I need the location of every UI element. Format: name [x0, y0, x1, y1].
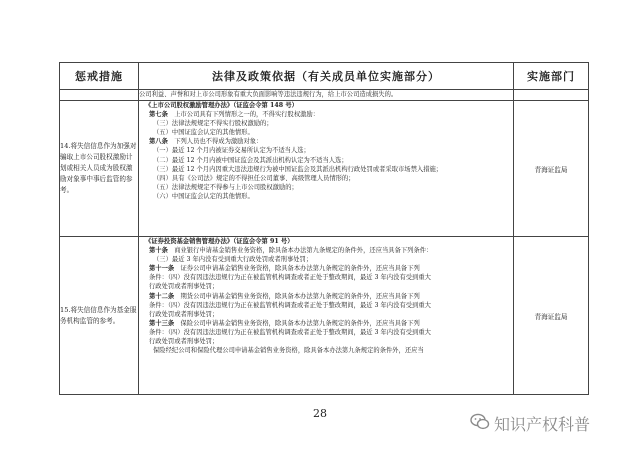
- article-number: 第十三条: [149, 319, 175, 327]
- legal-text: 保险公司申请基金销售业务资格，除具备本办法第九条规定的条件外，还应当具备下列: [174, 319, 420, 327]
- legal-text-line: [139, 128, 513, 137]
- continuation-row: [60, 90, 589, 101]
- article-number: 第八条: [149, 138, 168, 146]
- legal-text-line: [139, 183, 513, 192]
- article-number: 第十二条: [149, 292, 175, 300]
- wechat-icon: [470, 413, 490, 435]
- legal-text-line: [139, 337, 513, 346]
- legal-text-line: [139, 119, 513, 128]
- continuation-empty-cell: [60, 90, 139, 101]
- article-number: 第七条: [149, 111, 168, 119]
- header-measure: 惩戒措施: [60, 63, 139, 90]
- legal-text-line: [139, 273, 513, 282]
- legal-text-line: [139, 101, 513, 110]
- legal-text: 上市公司具有下列情形之一的，不得实行股权激励：: [167, 111, 320, 119]
- legal-text: （六）中国证监会认定的其他情形。: [153, 192, 254, 200]
- legal-text-line: [139, 192, 513, 201]
- legal-text-line: [139, 174, 513, 183]
- measure-cell: 15.将失信信息作为基金服务机构监管的参考。: [60, 237, 139, 395]
- legal-text-line: [139, 246, 513, 255]
- legal-text: （二）最近 12 个月内被中国证监会及其派出机构认定为不适当人选；: [153, 156, 348, 164]
- penalty-table: [59, 62, 589, 395]
- article-number: 第十一条: [149, 265, 175, 273]
- legal-text-line: [139, 301, 513, 310]
- legal-text: 条件：（四）没有因违法违规行为正在被监管机构调查或者正处于整改期间，最近 3 年内没有受到重大: [149, 328, 431, 336]
- table-header-row: [60, 63, 589, 90]
- watermark: [470, 412, 590, 435]
- legal-text-line: [139, 282, 513, 291]
- legal-text: 行政处罚或者刑事处罚；: [149, 338, 219, 346]
- legal-text: 商业银行申请基金销售业务资格，除具备本办法第九条规定的条件外，还应当具备下列条件：: [167, 247, 433, 255]
- legal-text-line: [139, 255, 513, 264]
- legal-text: 期货公司申请基金销售业务资格，除具备本办法第九条规定的条件外，还应当具备下列: [174, 292, 420, 300]
- legal-text: （五）法律法规规定不得参与上市公司股权激励的；: [153, 183, 298, 191]
- legal-basis-cell: [139, 101, 514, 237]
- legal-text: （四）具有《公司法》规定的不得担任公司董事、高级管理人员情形的；: [153, 174, 355, 182]
- legal-text-line: [139, 346, 513, 355]
- table-row: [60, 101, 589, 237]
- legal-text: 保险经纪公司和保险代理公司申请基金销售业务资格，除具备本办法第九条规定的条件外，还应当: [153, 347, 424, 355]
- measure-cell: 14.将失信信息作为加强对骗取上市公司股权激励计划或相关人员成为股权激励对象事中事后监管的参考。: [60, 101, 139, 237]
- table-row: [60, 237, 589, 395]
- legal-text: 行政处罚或者刑事处罚；: [149, 283, 219, 291]
- legal-text: 条件：（四）没有因违法违规行为正在被监管机构调查或者正处于整改期间，最近 3 年内没有受到重大: [149, 301, 431, 309]
- legal-text-line: [139, 310, 513, 319]
- legal-text: （三）最近 12 个月内因重大违法违规行为被中国证监会及其派出机构行政处罚或者采取市场禁入措施；: [153, 165, 443, 173]
- legal-text-line: [139, 137, 513, 146]
- header-legal-basis: 法律及政策依据（有关成员单位实施部分）: [139, 63, 514, 90]
- legal-text: 行政处罚或者刑事处罚；: [149, 310, 219, 318]
- header-department: 实施部门: [514, 63, 589, 90]
- legal-text: （三）最近 3 年内没有受到重大行政处罚或者刑事处罚；: [153, 256, 313, 264]
- department-cell: 青海证监局: [514, 237, 589, 395]
- legal-text-line: [139, 328, 513, 337]
- legal-text: （三）法律法规规定不得实行股权激励的；: [153, 120, 273, 128]
- watermark-text: 知识产权科普: [494, 415, 591, 434]
- page-number: 28: [313, 407, 327, 420]
- department-cell: 青海证监局: [514, 101, 589, 237]
- legal-text-line: [139, 156, 513, 165]
- legal-text-line: [139, 146, 513, 155]
- legal-text: （五）中国证监会认定的其他情形。: [153, 129, 254, 137]
- article-number: 第十条: [149, 247, 168, 255]
- legal-text: 《证券投资基金销售管理办法》（证监会令第 91 号）: [145, 238, 294, 245]
- legal-text: 证券公司申请基金销售业务资格，除具备本办法第九条规定的条件外，还应当具备下列: [174, 265, 420, 273]
- legal-text-line: [139, 110, 513, 119]
- legal-text-line: [139, 292, 513, 301]
- legal-text-line: [139, 165, 513, 174]
- legal-text: 《上市公司股权激励管理办法》（证监会令第 148 号）: [145, 102, 298, 109]
- continuation-text: 公司利益、声誉和对上市公司形象有重大负面影响等违法违规行为，给上市公司造成损失的。: [139, 90, 514, 101]
- continuation-empty-cell: [514, 90, 589, 101]
- legal-text-line: [139, 237, 513, 246]
- legal-text-line: [139, 264, 513, 273]
- legal-text: 下列人员也不得成为激励对象：: [167, 138, 263, 146]
- legal-text-line: [139, 319, 513, 328]
- legal-text: （一）最近 12 个月内被证券交易所认定为不适当人选；: [153, 147, 310, 155]
- legal-basis-cell: [139, 237, 514, 395]
- legal-text: 条件：（四）没有因违法违规行为正在被监管机构调查或者正处于整改期间，最近 3 年内没有受到重大: [149, 274, 431, 282]
